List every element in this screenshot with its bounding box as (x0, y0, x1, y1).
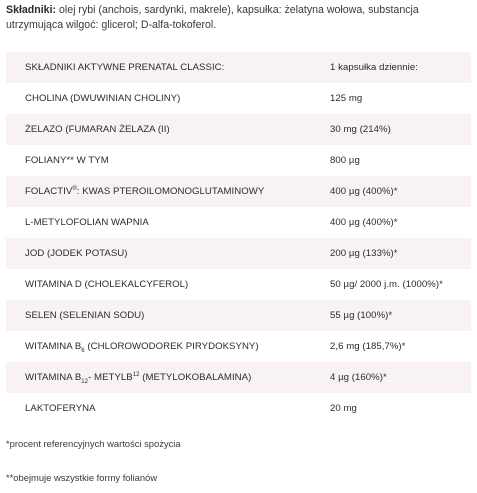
name-part: : KWAS PTEROILOMONOGLUTAMINOWY (76, 186, 265, 197)
ingredient-name: ŻELAZO (FUMARAN ŻELAZA (II) (25, 124, 170, 135)
ingredient-name: LAKTOFERYNA (25, 403, 96, 414)
table-row (6, 83, 471, 114)
ingredients-paragraph (6, 3, 468, 33)
table-row (6, 114, 471, 145)
footnote-folates: **obejmuje wszystkie formy folianów (6, 472, 158, 483)
ingredient-name: FOLIANY** W TYM (25, 155, 109, 166)
table-row (6, 269, 471, 300)
name-part: WITAMINA B (25, 341, 82, 352)
ingredient-amount: 55 µg (100%)* (330, 310, 393, 321)
footnote-rws: *procent referencyjnych wartości spożycia (6, 438, 181, 449)
header-ingredients: SKŁADNIKI AKTYWNE PRENATAL CLASSIC: (25, 62, 225, 73)
ingredient-name: CHOLINA (DWUWINIAN CHOLINY) (25, 93, 181, 104)
table-row (6, 145, 471, 176)
name-part: (CHLOROWODOREK PIRYDOKSYNY) (84, 341, 259, 352)
ingredient-amount: 20 mg (330, 403, 357, 414)
header-dose: 1 kapsułka dziennie: (330, 62, 418, 73)
ingredient-amount: 200 µg (133%)* (330, 248, 398, 259)
name-part: (METYLOKOBALAMINA) (139, 372, 252, 383)
ingredient-amount: 800 µg (330, 155, 360, 166)
subscript: 12 (81, 378, 89, 385)
name-part: FOLACTIV (25, 186, 73, 197)
name-part: - METYLB (88, 372, 133, 383)
ingredient-amount: 50 µg/ 2000 j.m. (1000%)* (330, 279, 443, 290)
name-part: WITAMINA B (25, 372, 82, 383)
ingredient-amount: 2,6 mg (185,7%)* (330, 341, 406, 352)
ingredient-name: JOD (JODEK POTASU) (25, 248, 128, 259)
table-row (6, 207, 471, 238)
ingredients-label: Składniki: (6, 4, 57, 16)
ingredient-name: L-METYLOFOLIAN WAPNIA (25, 217, 149, 228)
registered-mark: ® (72, 185, 77, 192)
table-row (6, 238, 471, 269)
table-row (6, 331, 471, 362)
table-row (6, 362, 471, 393)
ingredient-name: SELEN (SELENIAN SODU) (25, 310, 145, 321)
ingredient-name (6, 372, 318, 383)
ingredient-amount: 400 µg (400%)* (330, 217, 398, 228)
ingredient-amount: 125 mg (330, 93, 363, 104)
table-row (6, 393, 471, 424)
table-row (6, 176, 471, 207)
subscript: 6 (81, 347, 85, 354)
ingredient-name: WITAMINA D (CHOLEKALCYFEROL) (25, 279, 189, 290)
ingredient-name (6, 341, 318, 352)
nutrition-table (6, 52, 471, 424)
table-row (6, 300, 471, 331)
table-header-row (6, 52, 471, 83)
ingredient-name (6, 186, 318, 197)
ingredient-amount: 30 mg (214%) (330, 124, 391, 135)
ingredients-text: olej rybi (anchois, sardynki, makrele), kapsułka: żelatyna wołowa, substancja utrzymująca wilgoć: glicerol; D-alfa-tokoferol. (6, 4, 419, 31)
ingredient-amount: 4 µg (160%)* (330, 372, 387, 383)
superscript: 12 (132, 371, 140, 378)
ingredient-amount: 400 µg (400%)* (330, 186, 398, 197)
